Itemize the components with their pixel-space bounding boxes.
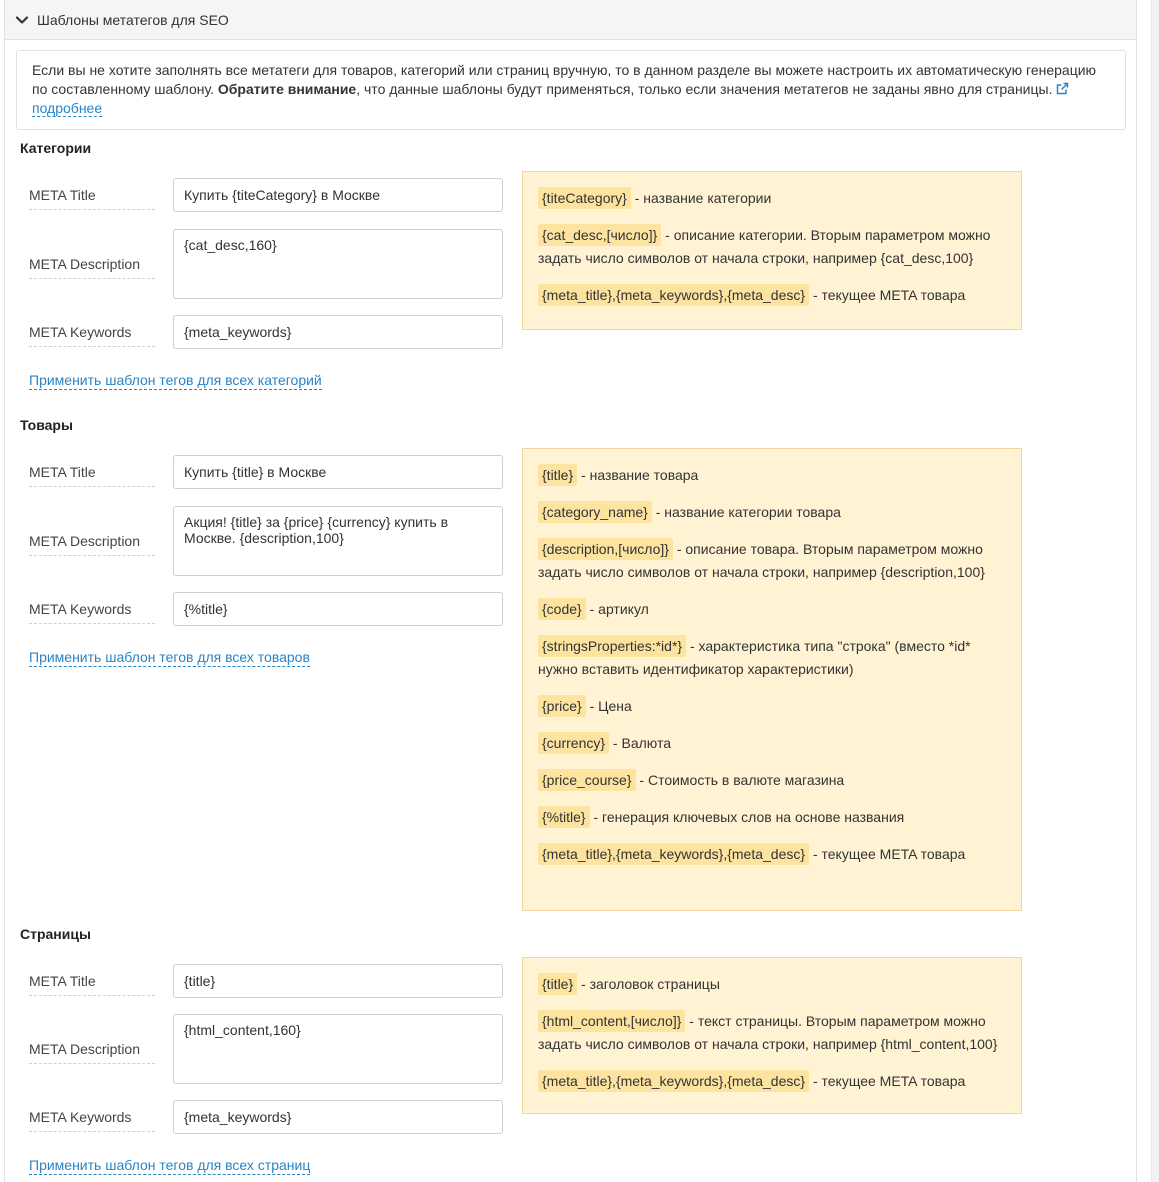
section-title-products: Товары — [20, 417, 73, 433]
hint-tag: {%title} — [538, 806, 590, 828]
hint-item — [538, 1070, 1006, 1093]
seo-templates-panel — [4, 0, 1137, 1182]
hint-item — [538, 635, 1006, 681]
hint-item — [538, 1010, 1006, 1056]
label-meta-description: META Description — [29, 256, 155, 279]
hint-item — [538, 501, 1006, 524]
hint-tag: {meta_title},{meta_keywords},{meta_desc} — [538, 284, 809, 306]
info-text: Если вы не хотите заполнять все метатеги для товаров, категорий или страниц вручную, то в данном разделе вы можете настроить их автоматическую генерацию по составленному шаблону. — [32, 62, 1097, 97]
label-meta-title: META Title — [29, 464, 155, 487]
hint-tag: {code} — [538, 598, 586, 620]
label-meta-keywords: META Keywords — [29, 1109, 155, 1132]
label-meta-keywords: META Keywords — [29, 601, 155, 624]
hint-item — [538, 806, 1006, 829]
products-hint-box — [522, 448, 1022, 911]
hint-text: - название категории — [630, 190, 772, 206]
hint-item — [538, 695, 1006, 718]
more-link[interactable]: подробнее — [32, 100, 103, 116]
hint-text: - название категории товара — [651, 504, 841, 520]
label-meta-title: META Title — [29, 187, 155, 210]
hint-text: - заголовок страницы — [577, 976, 720, 992]
label-meta-keywords: META Keywords — [29, 324, 155, 347]
hint-tag: {currency} — [538, 732, 609, 754]
panel-title: Шаблоны метатегов для SEO — [37, 11, 229, 28]
hint-item — [538, 464, 1006, 487]
hint-text: - текущее META товара — [809, 1073, 966, 1089]
hint-item — [538, 284, 1006, 307]
hint-tag: {stringsProperties:*id*} — [538, 635, 686, 657]
external-link-icon — [1056, 82, 1069, 95]
hint-item — [538, 538, 1006, 584]
hint-text: - описание категории. Вторым параметром можно задать число символов от начала строки, например {cat_desc,100} — [538, 227, 991, 266]
hint-text: - описание товара. Вторым параметром можно задать число символов от начала строки, например {description,100} — [538, 541, 985, 580]
section-title-pages: Страницы — [20, 926, 91, 942]
hint-tag: {category_name} — [538, 501, 652, 523]
hint-text: - характеристика типа "строка" (вместо *id* нужно вставить идентификатор характеристики) — [538, 638, 971, 677]
hint-text: - Валюта — [609, 735, 672, 751]
products-meta-keywords-input[interactable] — [173, 592, 503, 626]
hint-item — [538, 224, 1006, 270]
hint-item — [538, 598, 1006, 621]
hint-text: - Стоимость в валюте магазина — [635, 772, 845, 788]
scrollbar[interactable] — [1151, 0, 1159, 1182]
chevron-down-icon[interactable] — [15, 13, 29, 27]
info-text-after: , что данные шаблоны будут применяться, только если значения метатегов не заданы явно для страницы. — [356, 81, 1053, 97]
pages-meta-title-input[interactable] — [173, 964, 503, 998]
hint-text: - текущее META товара — [809, 846, 966, 862]
info-bold: Обратите внимание — [217, 81, 357, 97]
apply-products-link[interactable]: Применить шаблон тегов для всех товаров — [29, 649, 310, 665]
hint-tag: {price_course} — [538, 769, 636, 791]
hint-item — [538, 769, 1006, 792]
hint-item — [538, 187, 1006, 210]
hint-item — [538, 843, 1006, 866]
hint-text: - текст страницы. Вторым параметром можно задать число символов от начала строки, например {html_content,100} — [538, 1013, 998, 1052]
pages-meta-description-input[interactable] — [173, 1014, 503, 1084]
hint-tag: {html_content,[число]} — [538, 1010, 685, 1032]
apply-categories-link[interactable]: Применить шаблон тегов для всех категорий — [29, 372, 322, 388]
hint-tag: {titeCategory} — [538, 187, 631, 209]
categories-meta-keywords-input[interactable] — [173, 315, 503, 349]
hint-text: - артикул — [585, 601, 649, 617]
hint-text: - название товара — [577, 467, 699, 483]
hint-tag: {price} — [538, 695, 586, 717]
hint-text: - текущее META товара — [809, 287, 966, 303]
products-meta-description-input[interactable] — [173, 506, 503, 576]
categories-hint-box — [522, 171, 1022, 330]
hint-tag: {meta_title},{meta_keywords},{meta_desc} — [538, 1070, 809, 1092]
hint-tag: {title} — [538, 973, 577, 995]
panel-header[interactable] — [5, 0, 1136, 40]
label-meta-description: META Description — [29, 1041, 155, 1064]
products-meta-title-input[interactable] — [173, 455, 503, 489]
hint-tag: {description,[число]} — [538, 538, 673, 560]
label-meta-title: META Title — [29, 973, 155, 996]
hint-text: - Цена — [585, 698, 632, 714]
apply-pages-link[interactable]: Применить шаблон тегов для всех страниц — [29, 1157, 311, 1173]
hint-item — [538, 732, 1006, 755]
hint-tag: {meta_title},{meta_keywords},{meta_desc} — [538, 843, 809, 865]
categories-meta-description-input[interactable] — [173, 229, 503, 299]
pages-hint-box — [522, 957, 1022, 1114]
hint-text: - генерация ключевых слов на основе названия — [589, 809, 905, 825]
section-title-categories: Категории — [20, 140, 92, 156]
hint-item — [538, 973, 1006, 996]
label-meta-description: META Description — [29, 533, 155, 556]
hint-tag: {cat_desc,[число]} — [538, 224, 661, 246]
categories-meta-title-input[interactable] — [173, 178, 503, 212]
hint-tag: {title} — [538, 464, 577, 486]
info-box — [16, 50, 1126, 130]
pages-meta-keywords-input[interactable] — [173, 1100, 503, 1134]
